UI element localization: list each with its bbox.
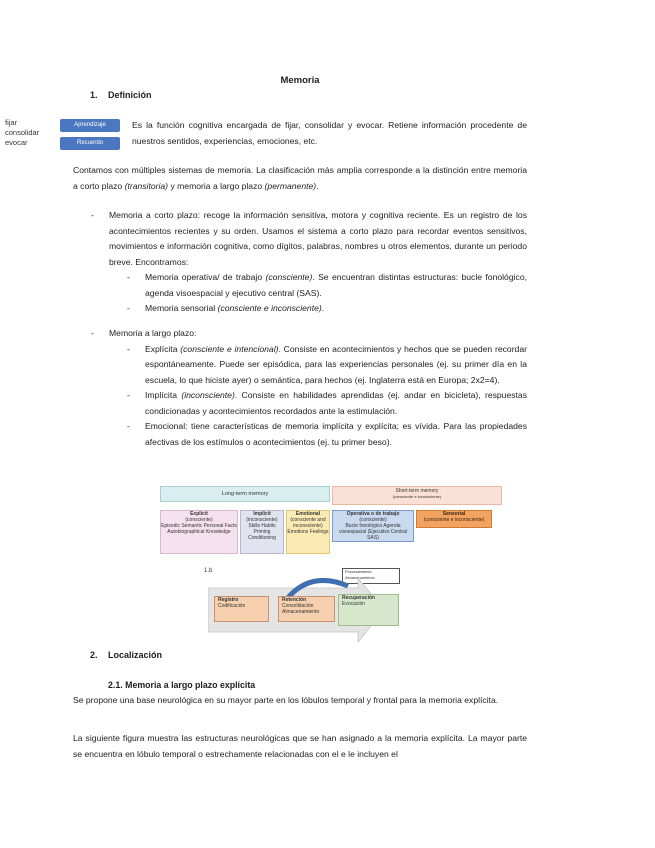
figure-box-title: Implicit [253,511,271,517]
section-2-number: 2. [90,650,98,660]
figure-box-sub: (consciente e inconsciente) [423,517,485,523]
tag-aprendizaje: Aprendizaje [60,119,120,132]
figure-box-explicit [160,510,238,554]
dash-bullet: - [127,343,130,354]
figure-box-body: Episodic Semantic Personal Facts Autobiographical Knowledge [161,523,237,535]
dash-bullet: - [127,303,130,313]
figure-box-emotional [286,510,330,554]
short-term-block [91,208,527,317]
figure-stage-registro [214,596,269,622]
figure-short-term-title: Short-term memory [395,488,439,494]
subitem-italic: (inconsciente) [181,390,235,400]
subitem-lead: Emocional: tiene características de memoria implícita y explícita; es vívida. Para las propiedades afectivas de los estímulos o acontecimientos (ej. tu primer beso). [145,421,527,447]
subitem-italic: (consciente e intencional) [180,343,279,354]
dash-bullet: - [127,390,130,400]
subitem-lead: Memoria operativa/ de trabajo [145,272,266,282]
stage-body: Evocación [342,601,366,607]
margin-note-line: evocar [5,138,28,147]
memory-figure [160,486,502,646]
long-term-subitem [127,388,527,419]
long-term-subitem [127,342,527,389]
subsection-2-1-heading: 2.1. Memoria a largo plazo explícita [108,680,256,690]
subitem-lead: Explícita [145,343,181,354]
dash-bullet: - [91,210,94,220]
figure-box-working-memory [332,510,414,542]
figure-box-body: Skills Habits Priming Conditioning [248,523,276,541]
short-term-subitems [127,270,527,317]
figure-stage-retencion [278,596,335,622]
margin-note [5,118,39,148]
subitem-rest: . [321,303,325,313]
figure-box-title: Emotional [295,511,321,517]
figure-letter: 1.b [204,568,213,574]
page-title: Memoria [280,75,320,86]
figure-box-body: Bucle fonológico Agenda visoespacial (Ejecutivo Central SAS) [338,523,408,541]
legend-item: Procesamiento [345,569,372,574]
figure-box-sub: (consciente and inconsciente) [290,517,326,529]
figure-short-term-header [332,486,502,505]
long-term-subitem [127,419,527,450]
stage-title: Retención [282,597,307,603]
subitem-lead: Implícita [145,390,182,400]
figure-box-body: Emotions Feelings [287,529,329,535]
subitem-rest: . Se encuentran distintas estructuras: bucle fonológico, agenda visoespacial y ejecutivo central (SAS). [145,272,527,298]
stage-body: Codificación [218,603,246,609]
section-1-number: 1. [90,90,98,100]
section-1-title: Definición [108,90,152,100]
long-term-block [91,326,527,450]
definition-paragraph: Es la función cognitiva encargada de fijar, consolidar y evocar. Retiene información procedente de nuestros sentidos, experiencias, emociones, etc. [132,120,527,146]
long-term-item [91,326,527,342]
section-2-heading [90,650,162,660]
margin-note-line: fijar [5,118,18,127]
figure-box-title: Operativa o de trabajo [346,511,400,517]
short-term-subitem [127,270,527,301]
figure-box-title: Explicit [190,511,208,517]
figure-box-sub: (consciente) [185,517,213,523]
dash-bullet: - [127,421,130,431]
short-term-text: Memoria a corto plazo: recoge la información sensitiva, motora y cognitiva reciente. Es un registro de los acontecimientos recientes y su orden. Usamos el sistema a corto plazo para recordar eventos sensitivos, movimientos e información cognitiva, como dígitos, palabras, nombres u otros elementos, durante un periodo breve. Encontramos: [109,210,527,267]
legend-item: Almacenamiento [345,575,375,580]
short-term-subitem [127,301,527,317]
figure-box-sub: (inconsciente) [246,517,278,523]
systems-text: y memoria a largo plazo [168,180,265,191]
systems-text: . [316,180,319,191]
section-1-heading [90,90,152,100]
localization-paragraph-1: Se propone una base neurológica en su mayor parte en los lóbulos temporal y frontal para la memoria explícita. [73,695,499,705]
subitem-rest: . Consiste en acontecimientos y hechos que se pueden recordar espontáneamente. Puede ser episódica, para las experiencias personales (ej. su primer día en la escuela, lo que hiciste ayer) o semántica, para hechos (ej. Inglaterra está en Europa; 2x2=4). [145,343,527,385]
subitem-rest: . Consiste en habilidades aprendidas (ej. andar en bicicleta), respuestas condicionadas y acontecimientos recordados ante la estimulación. [145,390,527,416]
margin-note-line: consolidar [5,128,40,137]
localization-paragraph-2: La siguiente figura muestra las estructuras neurológicas que se han asignado a la memoria explícita. La mayor parte se encuentra en lóbulo temporal o estrechamente relacionadas con el e le incluyen el [73,733,527,759]
dash-bullet: - [91,328,94,338]
systems-italic-2: (permanente) [264,180,317,191]
subitem-italic: (consciente) [265,272,313,282]
figure-box-sensory [416,510,492,528]
subitem-italic: (consciente e inconsciente) [217,303,322,313]
section-2-title: Localización [108,650,163,660]
long-term-subitems [127,342,527,451]
systems-text: Contamos con múltiples sistemas de memoria. La clasificación más amplia corresponde a la distinción entre memoria a corto plazo [73,165,527,191]
figure-long-term-header: Long-term memory [160,486,330,502]
stage-body: Consolidación Almacenamiento [282,603,320,615]
short-term-item [91,208,527,270]
figure-stage-recuperacion [338,594,399,626]
dash-bullet: - [127,272,130,282]
figure-box-title: Sensorial [442,511,466,517]
tag-recuerdo: Recuerdo [60,137,120,150]
figure-short-term-sub: (consciente e inconsciente) [392,494,442,499]
figure-box-implicit [240,510,284,554]
systems-italic-1: (transitoria) [124,180,169,191]
subitem-lead: Memoria sensorial [145,303,218,313]
systems-paragraph [73,163,527,194]
stage-title: Registro [218,597,239,603]
long-term-text: Memoria a largo plazo: [109,328,197,338]
figure-box-sub: (consciente) [359,517,387,523]
stage-title: Recuperación [342,595,376,601]
